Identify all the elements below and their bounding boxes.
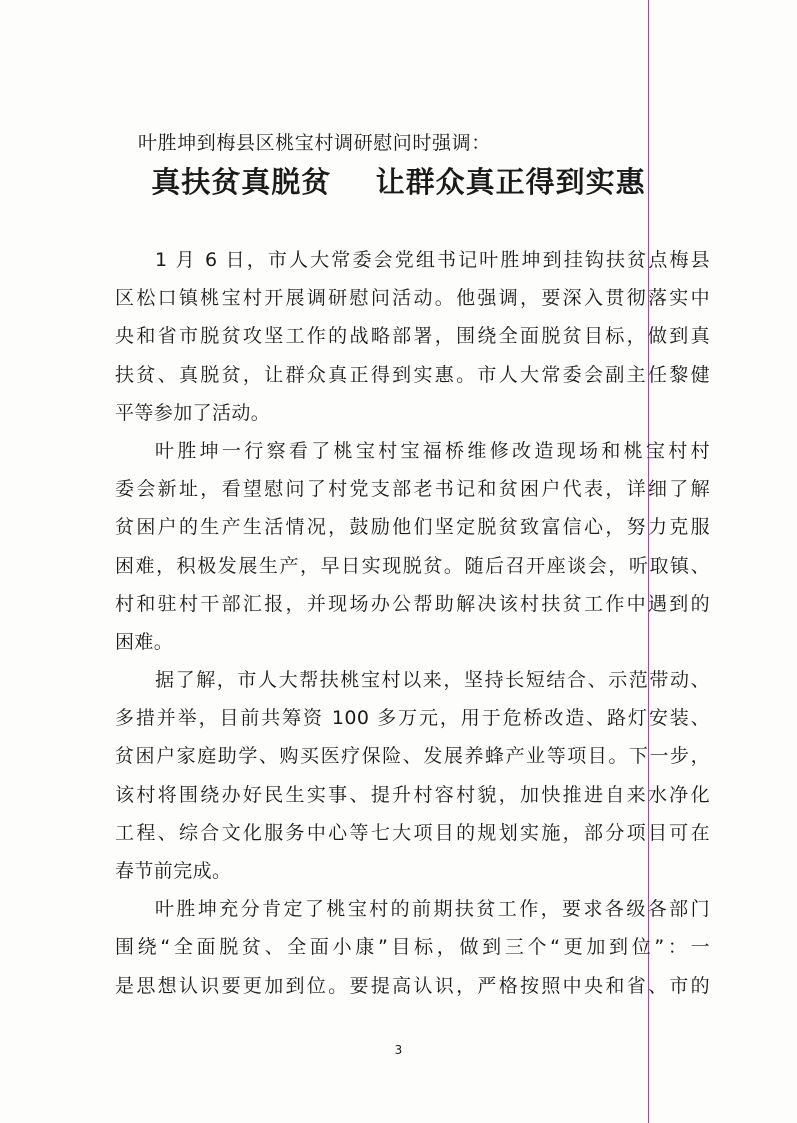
paragraph-3-line-2: 多措并举，目前共筹资 100 多万元，用于危桥改造、路灯安装、 [115, 707, 710, 730]
paragraph-1-line-1: 1 月 6 日，市人大常委会党组书记叶胜坤到挂钩扶贫点梅县 [155, 249, 710, 271]
paragraph-4-line-1: 叶胜坤充分肯定了桃宝村的前期扶贫工作，要求各级各部门 [155, 898, 710, 921]
paragraph-1-line-4: 扶贫、真脱贫，让群众真正得到实惠。市人大常委会副主任黎健 [115, 363, 710, 386]
page-number: 3 [394, 1043, 403, 1057]
paragraph-2-line-5: 村和驻村干部汇报，并现场办公帮助解决该村扶贫工作中遇到的 [115, 592, 710, 615]
paragraph-4-line-2: 围绕“全面脱贫、全面小康”目标，做到三个“更加到位”：一 [115, 936, 710, 959]
paragraph-3-line-6: 春节前完成。 [115, 860, 232, 882]
document-subtitle: 叶胜坤到梅县区桃宝村调研慰问时强调： [138, 132, 491, 154]
paragraph-2-line-3: 贫困户的生产生活情况，鼓励他们坚定脱贫致富信心，努力克服 [115, 516, 710, 539]
paragraph-1-line-3: 央和省市脱贫攻坚工作的战略部署，围绕全面脱贫目标，做到真 [115, 325, 710, 348]
paragraph-3-line-5: 工程、综合文化服务中心等七大项目的规划实施，部分项目可在 [115, 821, 710, 844]
paragraph-1-line-5: 平等参加了活动。 [115, 401, 271, 424]
document-body [115, 241, 710, 1005]
paragraph-2-line-2: 委会新址，看望慰问了村党支部老书记和贫困户代表，详细了解 [115, 478, 710, 501]
document-title: 真扶贫真脱贫 让群众真正得到实惠 [151, 165, 646, 199]
paragraph-4-line-3: 是思想认识要更加到位。要提高认识，严格按照中央和省、市的 [115, 974, 710, 997]
paragraph-3-line-3: 贫困户家庭助学、购买医疗保险、发展养蜂产业等项目。下一步， [115, 745, 710, 768]
paragraph-2-line-4: 困难，积极发展生产，早日实现脱贫。随后召开座谈会，听取镇、 [115, 554, 710, 577]
paragraph-2-line-1: 叶胜坤一行察看了桃宝村宝福桥维修改造现场和桃宝村村 [155, 439, 710, 462]
paragraph-2-line-6: 困难。 [115, 630, 174, 653]
paragraph-3-line-4: 该村将围绕办好民生实事、提升村容村貌，加快推进自来水净化 [115, 783, 710, 806]
paragraph-3-line-1: 据了解，市人大帮扶桃宝村以来，坚持长短结合、示范带动、 [155, 669, 710, 692]
paragraph-1-line-2: 区松口镇桃宝村开展调研慰问活动。他强调，要深入贯彻落实中 [115, 287, 710, 310]
